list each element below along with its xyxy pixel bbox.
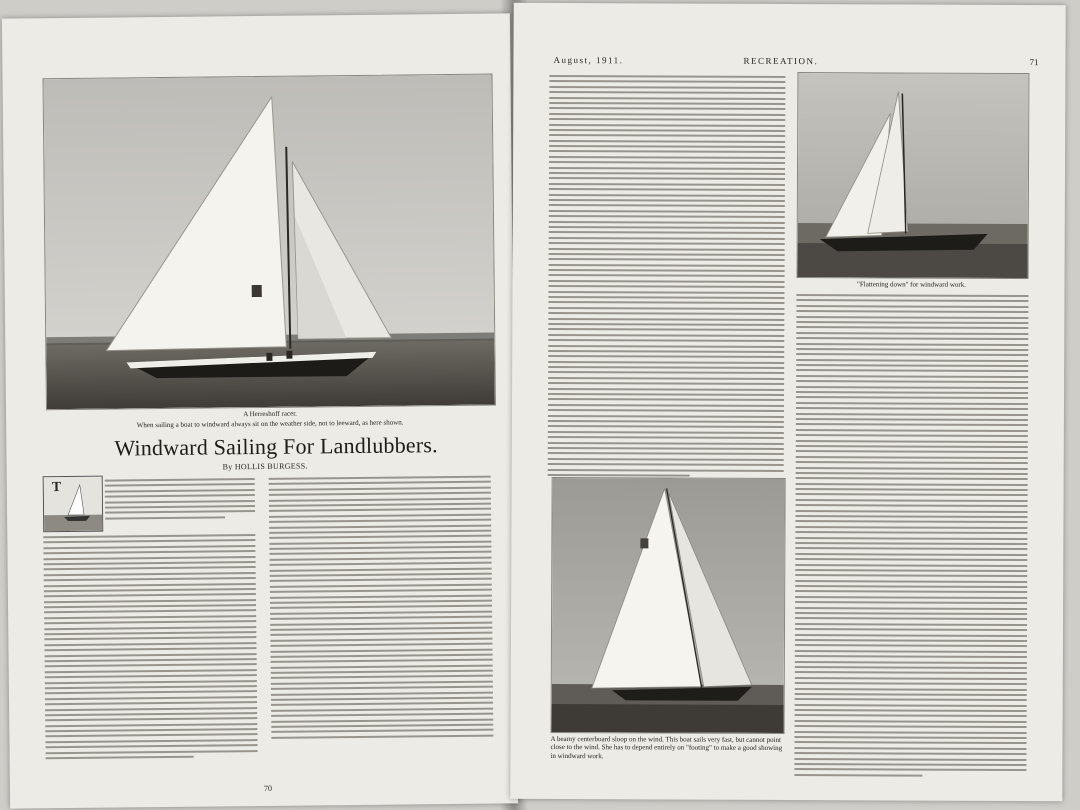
photo-caption-title: A Herreshoff racer. (243, 409, 297, 419)
article-headline: Windward Sailing For Landlubbers. (114, 432, 438, 461)
drop-cap-illustration (43, 476, 104, 533)
photo-caption-subtitle: When sailing a boat to windward always sit on the weather side, not to leeward, as here shown. (136, 418, 404, 430)
article-text-column-1-lower (43, 534, 257, 763)
herreshoff-racer-photo (43, 74, 496, 411)
centerboard-sloop-caption: A beamy centerboard sloop on the wind. This boat sails very fast, but cannot point close to the wind. She has to depend entirely on "footing" to make a good showing in windward work. (550, 734, 783, 760)
flattening-down-photo (797, 72, 1030, 279)
right-page-number: 71 (1029, 57, 1039, 68)
article-text-column-2 (269, 476, 494, 742)
issue-date: August, 1911. (553, 54, 624, 66)
article-byline: By HOLLIS BURGESS. (222, 461, 308, 472)
right-text-column-2 (794, 294, 1028, 780)
flattening-down-caption: "Flattening down" for windward work. (857, 280, 966, 289)
drop-cap-letter: T (51, 480, 62, 496)
left-page-number: 70 (263, 783, 272, 793)
right-page (510, 3, 1065, 801)
left-page (2, 13, 518, 808)
centerboard-sloop-photo (551, 477, 786, 734)
article-text-column-1 (105, 478, 255, 523)
right-text-column-1 (548, 75, 786, 480)
magazine-title: RECREATION. (743, 55, 819, 67)
